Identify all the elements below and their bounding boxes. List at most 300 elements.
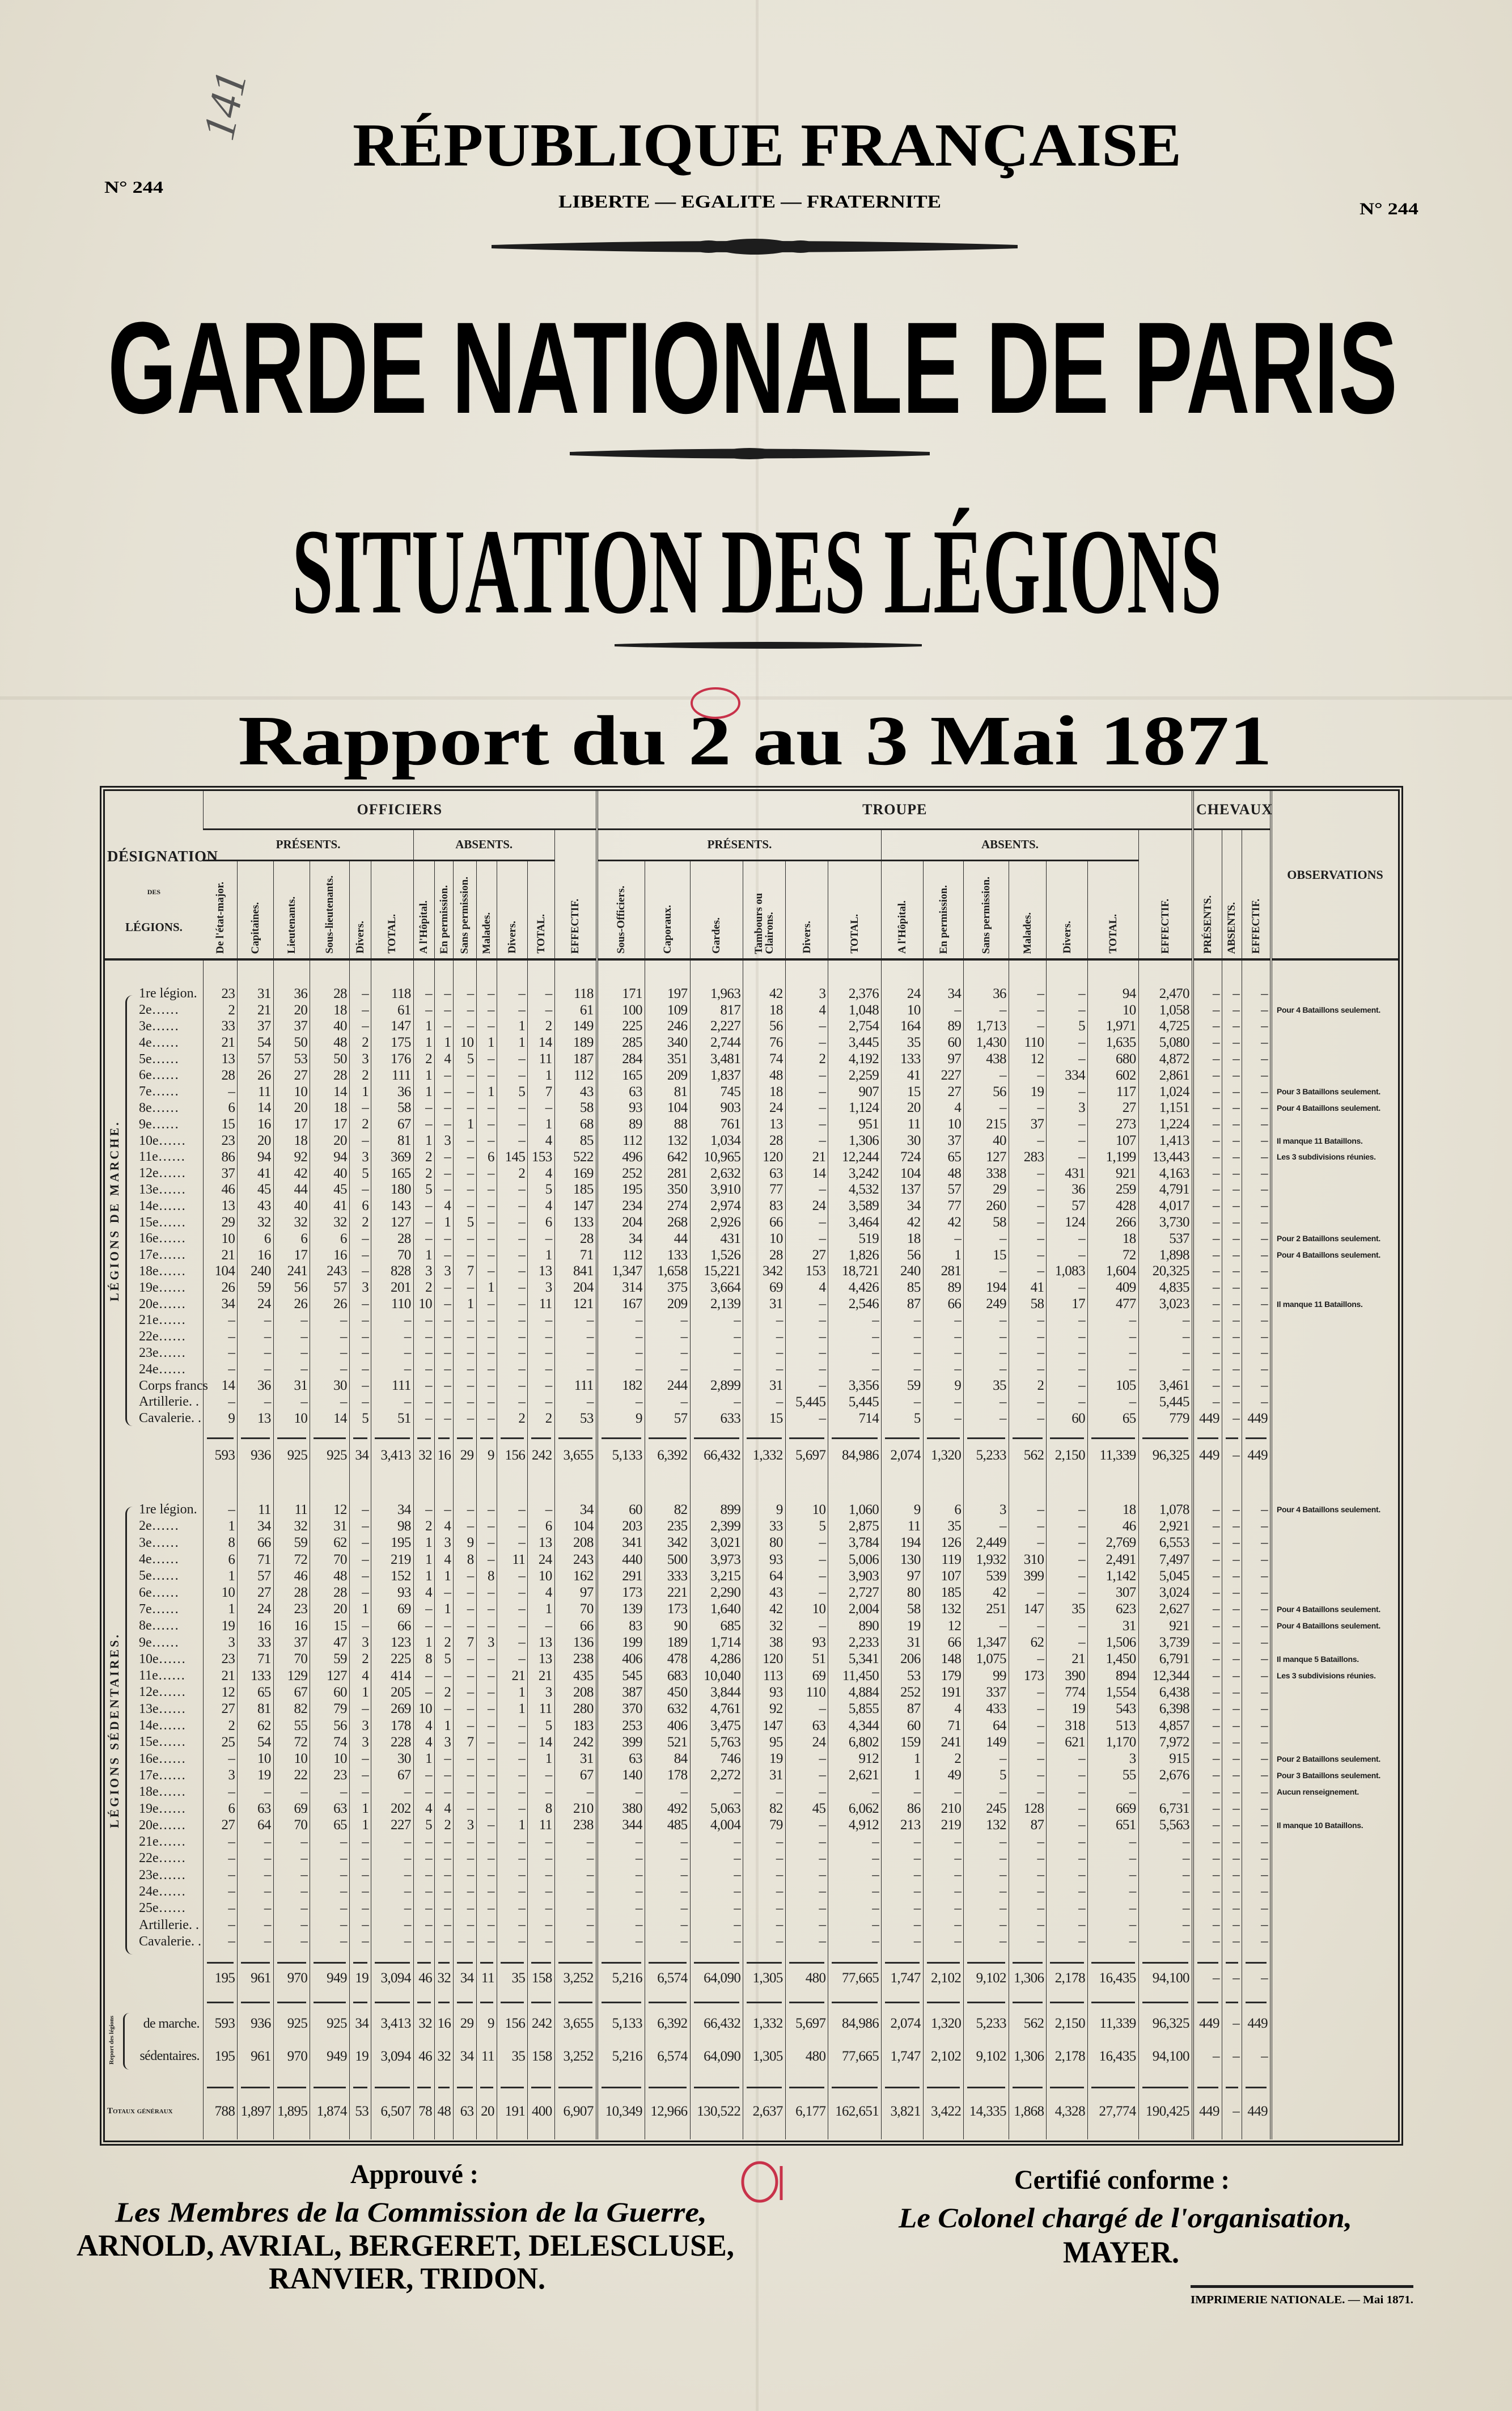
cell: 56 <box>882 1247 924 1263</box>
cell: 4,532 <box>828 1182 882 1198</box>
cell: 12 <box>310 1501 350 1518</box>
cell: – <box>454 1867 476 1883</box>
cell: 1,034 <box>690 1132 743 1149</box>
cell: – <box>785 1312 828 1329</box>
rule-cell <box>1271 2072 1398 2092</box>
table-row <box>105 1850 1398 1867</box>
cell: 14 <box>203 1377 237 1394</box>
table-row <box>105 1833 1398 1850</box>
cell: 1,747 <box>882 2041 924 2072</box>
cell: 10 <box>203 1230 237 1247</box>
cell: 35 <box>882 1034 924 1051</box>
cell: – <box>349 1182 371 1198</box>
rule-cell <box>1271 1950 1398 1967</box>
observation <box>1271 1377 1398 1394</box>
header-label: PRÉSENTS. <box>1201 895 1214 954</box>
cell: – <box>476 1551 497 1567</box>
cell: 110 <box>1009 1034 1047 1051</box>
cell: – <box>497 1800 527 1817</box>
rule-line <box>1013 1437 1043 1439</box>
cell: – <box>785 1377 828 1394</box>
cell: 195 <box>597 1182 645 1198</box>
spacer-cell <box>528 1468 554 1501</box>
cell: 440 <box>597 1551 645 1567</box>
cell: 29 <box>203 1214 237 1230</box>
cell: 903 <box>690 1100 743 1116</box>
rule-cell <box>1222 1990 1242 2007</box>
cell: 84,986 <box>828 2007 882 2041</box>
cell: – <box>645 1361 690 1377</box>
chevaux-group-header: CHEVAUX <box>1193 791 1271 829</box>
cell: 817 <box>690 1002 743 1018</box>
cell: 5,045 <box>1138 1568 1193 1584</box>
cell: 269 <box>371 1701 414 1717</box>
cell: – <box>349 1312 371 1329</box>
cell: – <box>435 1850 454 1867</box>
cell: – <box>597 1345 645 1361</box>
cell: 2 <box>923 1750 964 1767</box>
cell: 26 <box>203 1279 237 1296</box>
cell: 4,725 <box>1138 1018 1193 1035</box>
cell: 202 <box>371 1800 414 1817</box>
cell: 104 <box>882 1165 924 1182</box>
cell: – <box>554 1933 597 1949</box>
cell: – <box>371 1345 414 1361</box>
rule-line <box>1091 2087 1135 2088</box>
cell: – <box>454 1917 476 1933</box>
cell: 82 <box>743 1800 786 1817</box>
cell: 94 <box>238 1149 274 1165</box>
cell: 1,170 <box>1088 1734 1139 1750</box>
cell: – <box>413 1933 434 1949</box>
rule-line <box>438 2002 450 2003</box>
cell: – <box>413 1900 434 1917</box>
cell: – <box>476 1116 497 1132</box>
table-row <box>105 1034 1398 1051</box>
cell: – <box>828 1345 882 1361</box>
row-label: 21e…… <box>139 1313 186 1328</box>
observation <box>1271 1410 1398 1427</box>
cell: – <box>476 1002 497 1018</box>
cell: – <box>1009 1182 1047 1198</box>
spacer-cell <box>1047 959 1088 985</box>
rule-cell <box>743 1427 786 1443</box>
cell: – <box>454 1750 476 1767</box>
cell: 11 <box>528 1051 554 1067</box>
cell: 409 <box>1088 1279 1139 1296</box>
cell: – <box>1009 1767 1047 1783</box>
cell: 921 <box>1138 1618 1193 1634</box>
cell: – <box>1222 1734 1242 1750</box>
cell: – <box>497 1651 527 1667</box>
cell: – <box>1009 1501 1047 1518</box>
cell: 95 <box>743 1734 786 1750</box>
cell: 18 <box>882 1230 924 1247</box>
cell: 46 <box>203 1182 237 1198</box>
rule-cell <box>371 1990 414 2007</box>
cell: 375 <box>645 1279 690 1296</box>
cell: – <box>690 1900 743 1917</box>
cell: 5,233 <box>964 2007 1009 2041</box>
cell: 3 <box>349 1734 371 1750</box>
spacer-cell <box>1047 2131 1088 2139</box>
cell: 242 <box>528 2007 554 2041</box>
designation-label: DÉSIGNATION <box>107 848 218 865</box>
cell: – <box>1009 1361 1047 1377</box>
cell: – <box>828 1883 882 1900</box>
cell: – <box>785 1018 828 1035</box>
cell: 480 <box>785 2041 828 2072</box>
cell: 291 <box>597 1568 645 1584</box>
cell: 11 <box>497 1551 527 1567</box>
observation <box>1271 1443 1398 1468</box>
cell: – <box>435 1394 454 1410</box>
officiers-absent-col-header <box>454 860 476 959</box>
cell: – <box>435 1883 454 1900</box>
spacer-cell <box>1009 2131 1047 2139</box>
cell: 2 <box>528 1410 554 1427</box>
cell: – <box>238 1933 274 1949</box>
cell: – <box>964 1100 1009 1116</box>
cell: 6 <box>238 1230 274 1247</box>
cell: 252 <box>882 1684 924 1701</box>
cell: – <box>203 1084 237 1100</box>
cell: 164 <box>882 1018 924 1035</box>
cell: – <box>413 985 434 1002</box>
rule-line <box>1142 1962 1188 1964</box>
spacer-cell <box>785 1468 828 1501</box>
cell: – <box>528 1230 554 1247</box>
cell: – <box>1193 1833 1222 1850</box>
rule-cell <box>690 2072 743 2092</box>
cell: 27 <box>785 1247 828 1263</box>
cell: 12 <box>923 1618 964 1634</box>
rule-line <box>885 2087 920 2088</box>
cell: – <box>371 1833 414 1850</box>
cell: – <box>964 1230 1009 1247</box>
spacer-cell <box>882 1468 924 1501</box>
cell: – <box>349 1900 371 1917</box>
observation <box>1271 1182 1398 1198</box>
rule-line <box>241 2002 270 2003</box>
cell: 951 <box>828 1116 882 1132</box>
cell: 16,435 <box>1088 2041 1139 2072</box>
cell: – <box>1138 1345 1193 1361</box>
cell: 1 <box>413 1634 434 1651</box>
cell: 3,844 <box>690 1684 743 1701</box>
cell: 1,874 <box>310 2092 350 2131</box>
observation: Il manque 10 Bataillons. <box>1271 1817 1398 1833</box>
cell: – <box>1193 1518 1222 1534</box>
designation-header <box>105 791 218 959</box>
cell: – <box>785 1784 828 1800</box>
cell: 1 <box>413 1568 434 1584</box>
cell: 1,713 <box>964 1018 1009 1035</box>
cell: 67 <box>273 1684 310 1701</box>
rule-cell <box>690 1990 743 2007</box>
cell: 1 <box>413 1534 434 1551</box>
header-label: Divers. <box>354 921 367 954</box>
row-label <box>105 1967 203 1990</box>
cell: 92 <box>273 1149 310 1165</box>
cell: – <box>1193 1329 1222 1345</box>
cell: 243 <box>310 1263 350 1280</box>
spacer-cell <box>1009 1468 1047 1501</box>
cell: 46 <box>413 2041 434 2072</box>
row-label: 13e…… <box>139 1701 186 1716</box>
cell: – <box>1009 1651 1047 1667</box>
rule-cell <box>497 2072 527 2092</box>
cell: 228 <box>371 1734 414 1750</box>
cell: – <box>1193 1296 1222 1312</box>
cell: – <box>1193 1584 1222 1601</box>
cell: 438 <box>964 1051 1009 1067</box>
rule-cell <box>1088 1427 1139 1443</box>
cell: – <box>413 1214 434 1230</box>
cell: 169 <box>554 1165 597 1182</box>
rule-cell <box>554 2072 597 2092</box>
cell: – <box>476 1534 497 1551</box>
spacer-cell <box>349 2131 371 2139</box>
cell: 2,744 <box>690 1034 743 1051</box>
cell: – <box>310 1394 350 1410</box>
cell: 20 <box>238 1132 274 1149</box>
cell: – <box>238 1361 274 1377</box>
cell: 37 <box>238 1018 274 1035</box>
cell: – <box>1242 985 1271 1002</box>
row-label: 20e…… <box>139 1817 186 1833</box>
cell: 2,974 <box>690 1198 743 1214</box>
officiers-absent-col-header <box>528 860 554 959</box>
cell: – <box>273 1329 310 1345</box>
cell: 72 <box>273 1551 310 1567</box>
cell: 60 <box>310 1684 350 1701</box>
sedentaires-group-label: LÉGIONS SÉDENTAIRES. <box>107 1632 121 1829</box>
cell: 159 <box>882 1734 924 1750</box>
cell: 124 <box>1047 1214 1088 1230</box>
cell: – <box>454 1883 476 1900</box>
row-label: de marche. <box>143 2016 200 2031</box>
cell: 32 <box>413 1443 434 1468</box>
cell: 961 <box>238 1967 274 1990</box>
row-label: 5e…… <box>139 1051 179 1067</box>
cell: 37 <box>273 1634 310 1651</box>
cell: – <box>454 1394 476 1410</box>
cell: 32 <box>238 1214 274 1230</box>
observation <box>1271 1717 1398 1733</box>
cell: – <box>528 1833 554 1850</box>
cell: – <box>1222 1967 1242 1990</box>
observation <box>1271 1584 1398 1601</box>
cell: – <box>1242 1518 1271 1534</box>
cell: 162,651 <box>828 2092 882 2131</box>
cell: 78 <box>413 2092 434 2131</box>
table-row <box>105 1410 1398 1427</box>
observation <box>1271 1568 1398 1584</box>
cell: 449 <box>1242 2092 1271 2131</box>
cell: 746 <box>690 1750 743 1767</box>
situation-table <box>105 791 1398 2139</box>
cell: 60 <box>597 1501 645 1518</box>
cell: – <box>882 1312 924 1329</box>
cell: 27 <box>273 1067 310 1084</box>
cell: 3 <box>1088 1750 1139 1767</box>
cell: – <box>371 1867 414 1883</box>
cell: – <box>1242 1551 1271 1567</box>
rule-line <box>927 1437 960 1439</box>
cell: 11 <box>882 1518 924 1534</box>
cell: 1 <box>203 1568 237 1584</box>
cell: 219 <box>923 1817 964 1833</box>
cell: 72 <box>273 1734 310 1750</box>
cell: 133 <box>238 1667 274 1684</box>
cell: 162 <box>554 1568 597 1584</box>
cell: 2,861 <box>1138 1067 1193 1084</box>
cell: 58 <box>964 1214 1009 1230</box>
cell: 58 <box>371 1100 414 1116</box>
cell: – <box>349 1329 371 1345</box>
cell: – <box>1009 1883 1047 1900</box>
cell: – <box>476 1182 497 1198</box>
cell: 118 <box>554 985 597 1002</box>
cell: – <box>497 1767 527 1783</box>
cell: 98 <box>371 1518 414 1534</box>
cell: 44 <box>273 1182 310 1198</box>
cell: 310 <box>1009 1551 1047 1567</box>
cell: – <box>1242 1100 1271 1116</box>
cell: – <box>964 1329 1009 1345</box>
rule-cell <box>1047 1427 1088 1443</box>
cell: – <box>923 1833 964 1850</box>
cell: 66 <box>554 1618 597 1634</box>
cell: 1,430 <box>964 1034 1009 1051</box>
cell: – <box>476 1329 497 1345</box>
cell: 1,124 <box>828 1100 882 1116</box>
cell: – <box>476 1230 497 1247</box>
cell: – <box>964 1518 1009 1534</box>
cell: 2,178 <box>1047 2041 1088 2072</box>
certified-label: Certifié conforme : <box>1014 2165 1230 2195</box>
cell: – <box>1138 1784 1193 1800</box>
cell: 9 <box>597 1410 645 1427</box>
cell: 774 <box>1047 1684 1088 1701</box>
cell: – <box>1222 1034 1242 1051</box>
observation: Pour 2 Bataillons seulement. <box>1271 1230 1398 1247</box>
cell: – <box>454 1132 476 1149</box>
cell: – <box>1222 1084 1242 1100</box>
cell: 5 <box>454 1051 476 1067</box>
cell: – <box>349 1377 371 1394</box>
rule-line <box>457 1437 472 1439</box>
cell: – <box>1242 1018 1271 1035</box>
cell: 14 <box>528 1734 554 1750</box>
cell: 81 <box>238 1701 274 1717</box>
spacer-cell <box>1088 2131 1139 2139</box>
cell: 225 <box>371 1651 414 1667</box>
cell: 5 <box>349 1165 371 1182</box>
cell: 18 <box>743 1084 786 1100</box>
ornament-rule-2 <box>570 448 930 459</box>
spacer-cell <box>1193 959 1222 985</box>
cell: 37 <box>1009 1116 1047 1132</box>
cell: – <box>597 1917 645 1933</box>
cell: 12,966 <box>645 2092 690 2131</box>
cell: 2,921 <box>1138 1518 1193 1534</box>
cell: 6 <box>273 1230 310 1247</box>
cell: – <box>690 1361 743 1377</box>
spacer-cell <box>1242 2131 1271 2139</box>
cell: – <box>1193 1800 1222 1817</box>
rule-cell <box>690 1950 743 1967</box>
rule-cell <box>964 1990 1009 2007</box>
header-label: EFFECTIF. <box>1159 899 1171 954</box>
cell: 158 <box>528 1967 554 1990</box>
cell: – <box>1047 1149 1088 1165</box>
cell: 1,971 <box>1088 1018 1139 1035</box>
rule-cell <box>554 1950 597 1967</box>
table-row <box>105 1518 1398 1534</box>
cell: 74 <box>743 1051 786 1067</box>
cell: 68 <box>554 1116 597 1132</box>
cell: – <box>785 1883 828 1900</box>
cell: 238 <box>554 1651 597 1667</box>
cell: 3 <box>435 1132 454 1149</box>
rule-cell <box>310 1990 350 2007</box>
cell: – <box>785 1116 828 1132</box>
cell: – <box>454 1667 476 1684</box>
row-label: 24e…… <box>139 1884 186 1899</box>
cell: 77 <box>923 1198 964 1214</box>
cell: 406 <box>645 1717 690 1733</box>
cell: 35 <box>923 1518 964 1534</box>
cell: 93 <box>785 1634 828 1651</box>
table-row <box>105 1312 1398 1329</box>
cell: – <box>1222 1933 1242 1949</box>
cell: – <box>454 1784 476 1800</box>
marche-group-brace <box>125 995 133 1426</box>
rule-line <box>649 1437 687 1439</box>
cell: – <box>1222 1584 1242 1601</box>
cell: 4 <box>413 1734 434 1750</box>
cell: – <box>1047 1900 1088 1917</box>
cell: 1 <box>476 1279 497 1296</box>
cell: 28 <box>554 1230 597 1247</box>
cell: 4,426 <box>828 1279 882 1296</box>
cell: 1,826 <box>828 1247 882 1263</box>
row-label: 3e…… <box>139 1018 179 1034</box>
cell: – <box>1193 1767 1222 1783</box>
cell: 1,024 <box>1138 1084 1193 1100</box>
cell: – <box>1242 1933 1271 1949</box>
cell: – <box>273 1933 310 1949</box>
cell: – <box>1047 1817 1088 1833</box>
rule-line <box>927 1962 960 1964</box>
cell: – <box>645 1329 690 1345</box>
cell: 34 <box>238 1518 274 1534</box>
cell: 788 <box>203 2092 237 2131</box>
table-row <box>105 1296 1398 1312</box>
cell: – <box>349 1534 371 1551</box>
cell: – <box>1222 1867 1242 1883</box>
cell: – <box>310 1833 350 1850</box>
cell: 57 <box>923 1182 964 1198</box>
rule-cell <box>454 1427 476 1443</box>
total-rule-row <box>105 2072 1398 2092</box>
cell: – <box>597 1867 645 1883</box>
cell: – <box>923 1867 964 1883</box>
cell: 48 <box>435 2092 454 2131</box>
cell: – <box>690 1933 743 1949</box>
